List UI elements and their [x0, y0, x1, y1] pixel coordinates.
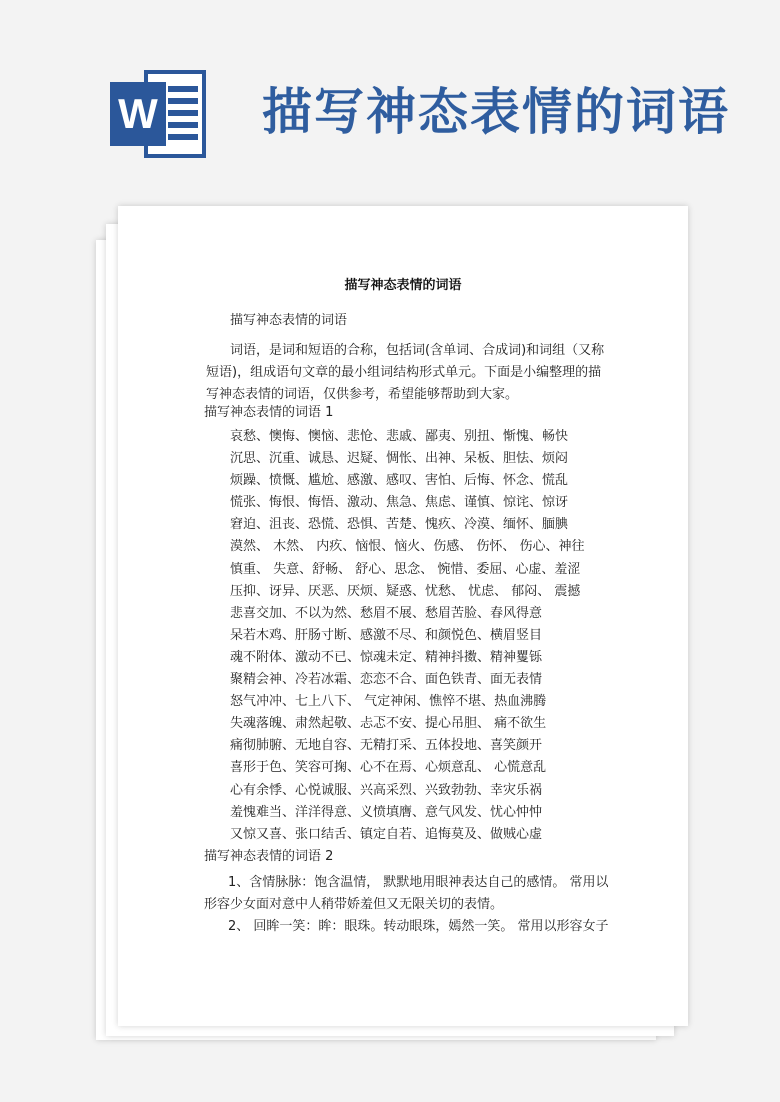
vocab-line: 慌张、悔恨、悔悟、激动、焦急、焦虑、谨慎、惊诧、惊讶	[230, 495, 569, 511]
document-page	[118, 206, 688, 1026]
vocab-line: 呆若木鸡、肝肠寸断、感激不尽、和颜悦色、横眉竖目	[230, 627, 543, 643]
vocab-line: 聚精会神、冷若冰霜、恋恋不合、面色铁青、面无表情	[230, 672, 543, 688]
vocab-line: 哀愁、懊悔、懊恼、悲怆、悲戚、鄙夷、别扭、惭愧、畅快	[230, 429, 569, 444]
intro-title: 描写神态表情的词语	[230, 313, 348, 328]
definition-item: 2、 回眸一笑：眸：眼珠。转动眼珠，嫣然一笑。 常用以形容女子	[228, 919, 609, 934]
vocab-line: 痛彻肺腑、无地自容、无精打采、五体投地、喜笑颜开	[230, 738, 543, 754]
definition-item: 1、含情脉脉：饱含温情， 默默地用眼神表达自己的感情。 常用以形容少女面对意中人稍带娇羞但又无限关切的表情。	[204, 875, 609, 912]
vocab-line: 喜形于色、笑容可掬、心不在焉、心烦意乱、 心慌意乱	[230, 760, 547, 776]
vocab-line: 怒气冲冲、七上八下、 气定神闲、憔悴不堪、热血沸腾	[230, 694, 547, 710]
section-2-heading: 描写神态表情的词语 2	[204, 849, 334, 864]
section-1-heading: 描写神态表情的词语 1	[204, 405, 334, 420]
vocab-line: 压抑、讶异、厌恶、厌烦、疑惑、忧愁、 忧虑、 郁闷、 震撼	[230, 583, 581, 599]
banner-title: 描写神态表情的词语	[262, 82, 730, 141]
intro-paragraph: 词语，是词和短语的合称，包括词(含单词、合成词)和词组（又称短语)，组成语句文章的最小组词结构形式单元。下面是小编整理的描写神态表情的词语，仅供参考，希望能够帮助到大家。	[206, 343, 605, 402]
document-title: 描写神态表情的词语	[344, 278, 462, 293]
vocab-line: 沉思、沉重、诚恳、迟疑、惆怅、出神、呆板、胆怯、烦闷	[230, 451, 569, 467]
word-logo-letter: W	[118, 90, 158, 137]
vocabulary-list	[230, 426, 610, 846]
vocab-line: 烦躁、愤慨、尴尬、感激、感叹、害怕、后悔、怀念、慌乱	[230, 473, 569, 489]
vocab-line: 窘迫、沮丧、恐慌、恐惧、苦楚、愧疚、冷漠、缅怀、腼腆	[230, 517, 569, 533]
vocab-line: 魂不附体、激动不已、惊魂未定、精神抖擞、精神矍铄	[230, 649, 543, 665]
vocab-line: 失魂落魄、肃然起敬、忐忑不安、提心吊胆、 痛不欲生	[230, 716, 547, 732]
word-document-icon	[108, 66, 208, 162]
vocab-line: 漠然、 木然、 内疚、恼恨、恼火、伤感、 伤怀、 伤心、神往	[230, 539, 585, 555]
vocab-line: 慎重、 失意、舒畅、 舒心、思念、 惋惜、委屈、心虚、羞涩	[230, 561, 581, 577]
vocab-line: 又惊又喜、张口结舌、镇定自若、追悔莫及、做贼心虚	[230, 826, 543, 842]
vocab-line: 悲喜交加、不以为然、愁眉不展、愁眉苦脸、春风得意	[230, 605, 543, 621]
banner	[0, 0, 780, 190]
vocab-line: 羞愧难当、洋洋得意、义愤填膺、意气风发、忧心忡忡	[230, 804, 543, 820]
vocab-line: 心有余悸、心悦诚服、兴高采烈、兴致勃勃、幸灾乐祸	[230, 782, 543, 798]
